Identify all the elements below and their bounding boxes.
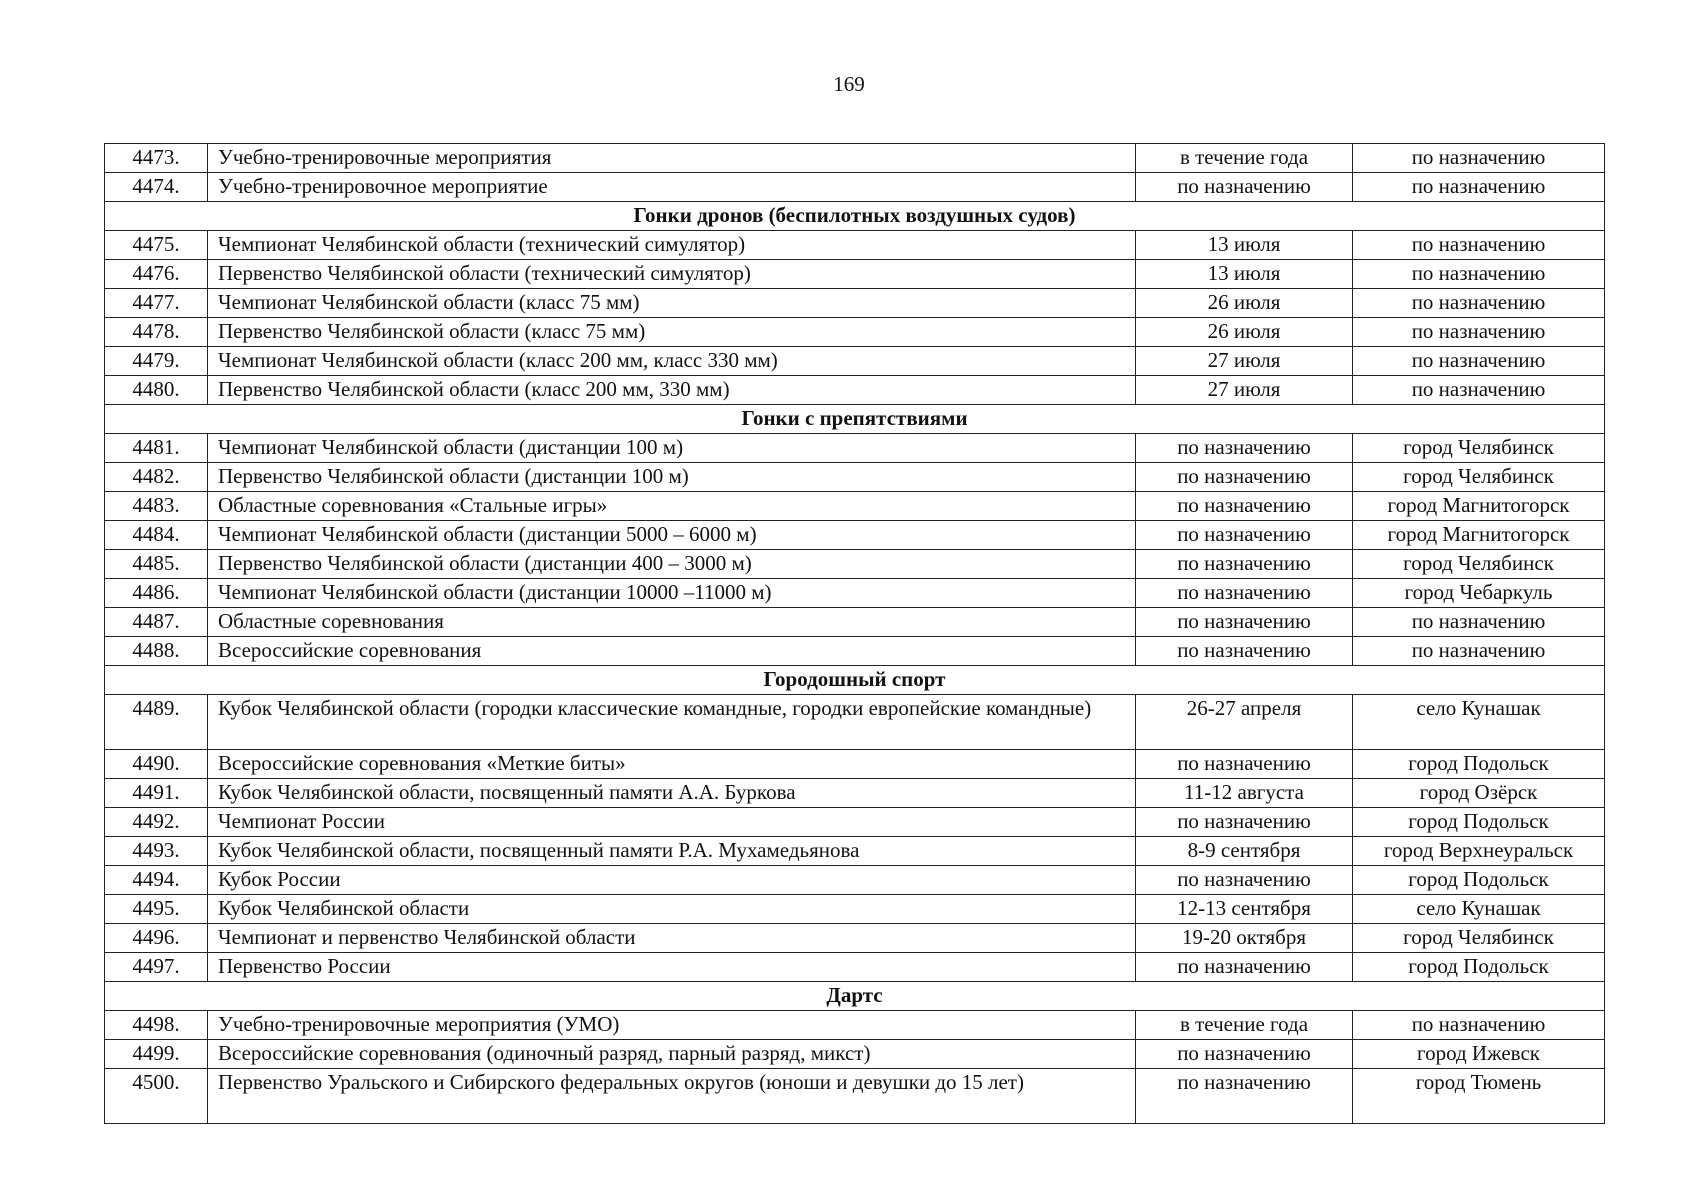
event-place: по назначению [1353, 289, 1605, 318]
event-name: Первенство России [208, 953, 1136, 982]
row-number: 4497. [105, 953, 208, 982]
row-number: 4473. [105, 144, 208, 173]
event-place: по назначению [1353, 376, 1605, 405]
event-place: по назначению [1353, 231, 1605, 260]
event-place: по назначению [1353, 637, 1605, 666]
event-name: Чемпионат России [208, 808, 1136, 837]
event-date: по назначению [1136, 866, 1353, 895]
event-date: 13 июля [1136, 231, 1353, 260]
table-row [105, 866, 1605, 895]
row-number: 4491. [105, 779, 208, 808]
event-place: по назначению [1353, 144, 1605, 173]
event-place: по назначению [1353, 173, 1605, 202]
event-name: Кубок Челябинской области, посвященный памяти А.А. Буркова [208, 779, 1136, 808]
events-table [104, 143, 1605, 1124]
table-row [105, 579, 1605, 608]
event-name: Всероссийские соревнования [208, 637, 1136, 666]
event-date: 8-9 сентября [1136, 837, 1353, 866]
event-date: по назначению [1136, 173, 1353, 202]
event-place: по назначению [1353, 1011, 1605, 1040]
row-number: 4490. [105, 750, 208, 779]
row-number: 4480. [105, 376, 208, 405]
page-number: 169 [833, 72, 865, 96]
row-number: 4500. [105, 1069, 208, 1124]
event-date: по назначению [1136, 953, 1353, 982]
table-row [105, 924, 1605, 953]
table-row [105, 808, 1605, 837]
event-name: Учебно-тренировочные мероприятия [208, 144, 1136, 173]
event-place: город Челябинск [1353, 924, 1605, 953]
event-date: по назначению [1136, 492, 1353, 521]
event-place: село Кунашак [1353, 695, 1605, 750]
event-place: по назначению [1353, 318, 1605, 347]
table-row [105, 492, 1605, 521]
event-name: Кубок Челябинской области (городки классические командные, городки европейские командные) [208, 695, 1136, 750]
event-name: Чемпионат и первенство Челябинской области [208, 924, 1136, 953]
row-number: 4482. [105, 463, 208, 492]
table-row [105, 1011, 1605, 1040]
event-place: город Магнитогорск [1353, 492, 1605, 521]
row-number: 4498. [105, 1011, 208, 1040]
table-row [105, 695, 1605, 750]
row-number: 4485. [105, 550, 208, 579]
event-name: Всероссийские соревнования «Меткие биты» [208, 750, 1136, 779]
row-number: 4488. [105, 637, 208, 666]
section-title: Гонки дронов (беспилотных воздушных судов) [105, 202, 1605, 231]
event-place: город Тюмень [1353, 1069, 1605, 1124]
event-name: Чемпионат Челябинской области (дистанции 100 м) [208, 434, 1136, 463]
event-place: город Челябинск [1353, 463, 1605, 492]
event-place: село Кунашак [1353, 895, 1605, 924]
section-title: Гонки с препятствиями [105, 405, 1605, 434]
event-name: Кубок Челябинской области [208, 895, 1136, 924]
row-number: 4481. [105, 434, 208, 463]
event-place: город Подольск [1353, 953, 1605, 982]
event-date: по назначению [1136, 808, 1353, 837]
event-name: Первенство Уральского и Сибирского федеральных округов (юноши и девушки до 15 лет) [208, 1069, 1136, 1124]
event-name: Чемпионат Челябинской области (технический симулятор) [208, 231, 1136, 260]
event-date: 27 июля [1136, 347, 1353, 376]
row-number: 4499. [105, 1040, 208, 1069]
section-title: Городошный спорт [105, 666, 1605, 695]
event-name: Чемпионат Челябинской области (класс 75 мм) [208, 289, 1136, 318]
table-row [105, 463, 1605, 492]
event-date: 26 июля [1136, 318, 1353, 347]
row-number: 4492. [105, 808, 208, 837]
event-date: по назначению [1136, 750, 1353, 779]
event-place: город Челябинск [1353, 550, 1605, 579]
event-date: в течение года [1136, 1011, 1353, 1040]
event-date: в течение года [1136, 144, 1353, 173]
event-name: Первенство Челябинской области (дистанции 100 м) [208, 463, 1136, 492]
section-header-row [105, 405, 1605, 434]
table-row [105, 779, 1605, 808]
event-date: 13 июля [1136, 260, 1353, 289]
table-row [105, 550, 1605, 579]
event-name: Кубок России [208, 866, 1136, 895]
table-row [105, 521, 1605, 550]
event-name: Чемпионат Челябинской области (дистанции 5000 – 6000 м) [208, 521, 1136, 550]
table-row [105, 895, 1605, 924]
event-date: 27 июля [1136, 376, 1353, 405]
event-place: по назначению [1353, 260, 1605, 289]
row-number: 4486. [105, 579, 208, 608]
row-number: 4494. [105, 866, 208, 895]
table-row [105, 173, 1605, 202]
event-place: город Челябинск [1353, 434, 1605, 463]
event-name: Первенство Челябинской области (класс 75 мм) [208, 318, 1136, 347]
table-row [105, 260, 1605, 289]
event-name: Учебно-тренировочные мероприятия (УМО) [208, 1011, 1136, 1040]
event-name: Учебно-тренировочное мероприятие [208, 173, 1136, 202]
event-date: 19-20 октября [1136, 924, 1353, 953]
row-number: 4483. [105, 492, 208, 521]
events-table-body [105, 144, 1605, 1124]
table-row [105, 289, 1605, 318]
event-place: город Подольск [1353, 750, 1605, 779]
table-row [105, 1040, 1605, 1069]
event-date: по назначению [1136, 637, 1353, 666]
event-name: Первенство Челябинской области (дистанции 400 – 3000 м) [208, 550, 1136, 579]
table-row [105, 347, 1605, 376]
row-number: 4487. [105, 608, 208, 637]
event-date: по назначению [1136, 463, 1353, 492]
section-title: Дартс [105, 982, 1605, 1011]
row-number: 4474. [105, 173, 208, 202]
event-name: Чемпионат Челябинской области (дистанции 10000 –11000 м) [208, 579, 1136, 608]
event-name: Всероссийские соревнования (одиночный разряд, парный разряд, микст) [208, 1040, 1136, 1069]
row-number: 4496. [105, 924, 208, 953]
event-name: Первенство Челябинской области (класс 200 мм, 330 мм) [208, 376, 1136, 405]
event-name: Областные соревнования [208, 608, 1136, 637]
event-date: 26 июля [1136, 289, 1353, 318]
event-date: 12-13 сентября [1136, 895, 1353, 924]
row-number: 4493. [105, 837, 208, 866]
table-row [105, 144, 1605, 173]
event-place: город Подольск [1353, 866, 1605, 895]
event-place: город Ижевск [1353, 1040, 1605, 1069]
table-row [105, 1069, 1605, 1124]
row-number: 4479. [105, 347, 208, 376]
event-date: по назначению [1136, 1040, 1353, 1069]
table-row [105, 434, 1605, 463]
table-row [105, 318, 1605, 347]
event-place: по назначению [1353, 608, 1605, 637]
row-number: 4475. [105, 231, 208, 260]
event-date: по назначению [1136, 521, 1353, 550]
event-place: город Озёрск [1353, 779, 1605, 808]
event-place: город Чебаркуль [1353, 579, 1605, 608]
row-number: 4476. [105, 260, 208, 289]
table-row [105, 608, 1605, 637]
event-name: Чемпионат Челябинской области (класс 200 мм, класс 330 мм) [208, 347, 1136, 376]
row-number: 4477. [105, 289, 208, 318]
section-header-row [105, 982, 1605, 1011]
row-number: 4484. [105, 521, 208, 550]
event-date: по назначению [1136, 1069, 1353, 1124]
event-place: город Магнитогорск [1353, 521, 1605, 550]
event-date: по назначению [1136, 550, 1353, 579]
row-number: 4495. [105, 895, 208, 924]
row-number: 4478. [105, 318, 208, 347]
event-date: по назначению [1136, 608, 1353, 637]
event-date: 11-12 августа [1136, 779, 1353, 808]
event-name: Первенство Челябинской области (технический симулятор) [208, 260, 1136, 289]
event-place: по назначению [1353, 347, 1605, 376]
section-header-row [105, 202, 1605, 231]
event-name: Областные соревнования «Стальные игры» [208, 492, 1136, 521]
table-row [105, 637, 1605, 666]
event-date: по назначению [1136, 579, 1353, 608]
event-date: 26-27 апреля [1136, 695, 1353, 750]
row-number: 4489. [105, 695, 208, 750]
table-row [105, 953, 1605, 982]
table-row [105, 750, 1605, 779]
event-place: город Подольск [1353, 808, 1605, 837]
table-row [105, 231, 1605, 260]
section-header-row [105, 666, 1605, 695]
table-row [105, 376, 1605, 405]
event-date: по назначению [1136, 434, 1353, 463]
event-name: Кубок Челябинской области, посвященный памяти Р.А. Мухамедьянова [208, 837, 1136, 866]
event-place: город Верхнеуральск [1353, 837, 1605, 866]
table-row [105, 837, 1605, 866]
